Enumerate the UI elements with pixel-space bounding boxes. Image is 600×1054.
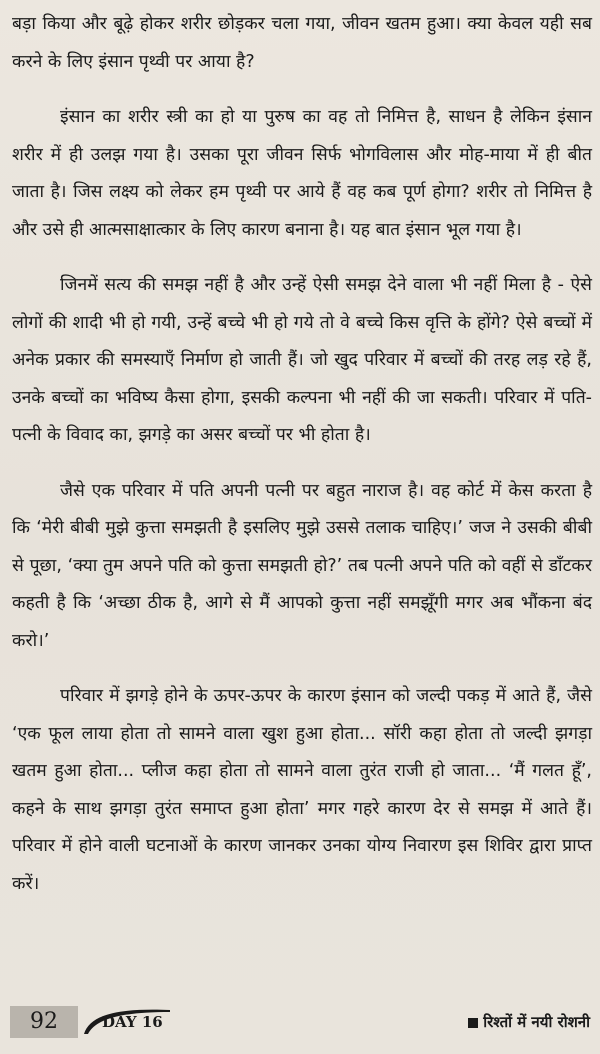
paragraph-5: परिवार में झगड़े होने के ऊपर-ऊपर के कारण इंसान को जल्दी पकड़ में आते हैं, जैसे ‘एक फूल लाया होता तो सामने वाला खुश हुआ होता... सॉरी कहा होता तो जल्दी झगड़ा खतम हुआ होता... प्लीज कहा होता तो सामने वाला तुरंत राजी हो जाता... ‘मैं गलत हूँ’, कहने के साथ झगड़ा तुरंत समाप्त हुआ होता’ मगर गहरे कारण देर से समझ में आते हैं। परिवार में होने वाली घटनाओं के कारण जानकर उनका योग्य निवारण इस शिविर द्वारा प्राप्त करें। [12, 686, 592, 894]
paragraph-1: बड़ा किया और बूढ़े होकर शरीर छोड़कर चला गया, जीवन खतम हुआ। क्या केवल यही सब करने के लिए इंसान पृथ्वी पर आया है? [12, 14, 592, 72]
page-number: 92 [10, 1006, 78, 1038]
paragraph-2: इंसान का शरीर स्त्री का हो या पुरुष का वह तो निमित्त है, साधन है लेकिन इंसान शरीर में ही उलझ गया है। उसका पूरा जीवन सिर्फ भोगविलास और मोह-माया में ही बीत जाता है। जिस लक्ष्य को लेकर हम पृथ्वी पर आये हैं वह कब पूर्ण होगा? शरीर तो निमित्त है और उसे ही आत्मसाक्षात्कार के लिए कारण बनाना है। यह बात इंसान भूल गया है। [12, 107, 592, 240]
page-footer [0, 1006, 600, 1046]
square-bullet-icon [468, 1018, 478, 1028]
book-title [468, 1010, 590, 1034]
day-label: DAY 16 [102, 1013, 163, 1031]
paragraph-3: जिनमें सत्य की समझ नहीं है और उन्हें ऐसी समझ देने वाला भी नहीं मिला है - ऐसे लोगों की शादी भी हो गयी, उन्हें बच्चे भी हो गये तो वे बच्चे किस वृत्ति के होंगे? ऐसे बच्चों में अनेक प्रकार की समस्याएँ निर्माण हो जाती हैं। जो खुद परिवार में बच्चों की तरह लड़ रहे हैं, उनके बच्चों का भविष्य कैसा होगा, इसकी कल्पना भी नहीं की जा सकती। परिवार में पति-पत्नी के विवाद का, झगड़े का असर बच्चों पर भी होता है। [12, 275, 592, 445]
book-title-text: रिश्तों में नयी रोशनी [483, 1013, 590, 1031]
body-text [12, 6, 592, 921]
day-tag [80, 1006, 172, 1038]
paragraph-4: जैसे एक परिवार में पति अपनी पत्नी पर बहुत नाराज है। वह कोर्ट में केस करता है कि ‘मेरी बीबी मुझे कुत्ता समझती है इसलिए मुझे उससे तलाक चाहिए।’ जज ने उसकी बीबी से पूछा, ‘क्या तुम अपने पति को कुत्ता समझती हो?’ तब पत्नी अपने पति को वहीं से डाँटकर कहती है कि ‘अच्छा ठीक है, आगे से मैं आपको कुत्ता नहीं समझूँगी मगर अब भौंकना बंद करो।’ [12, 480, 592, 651]
